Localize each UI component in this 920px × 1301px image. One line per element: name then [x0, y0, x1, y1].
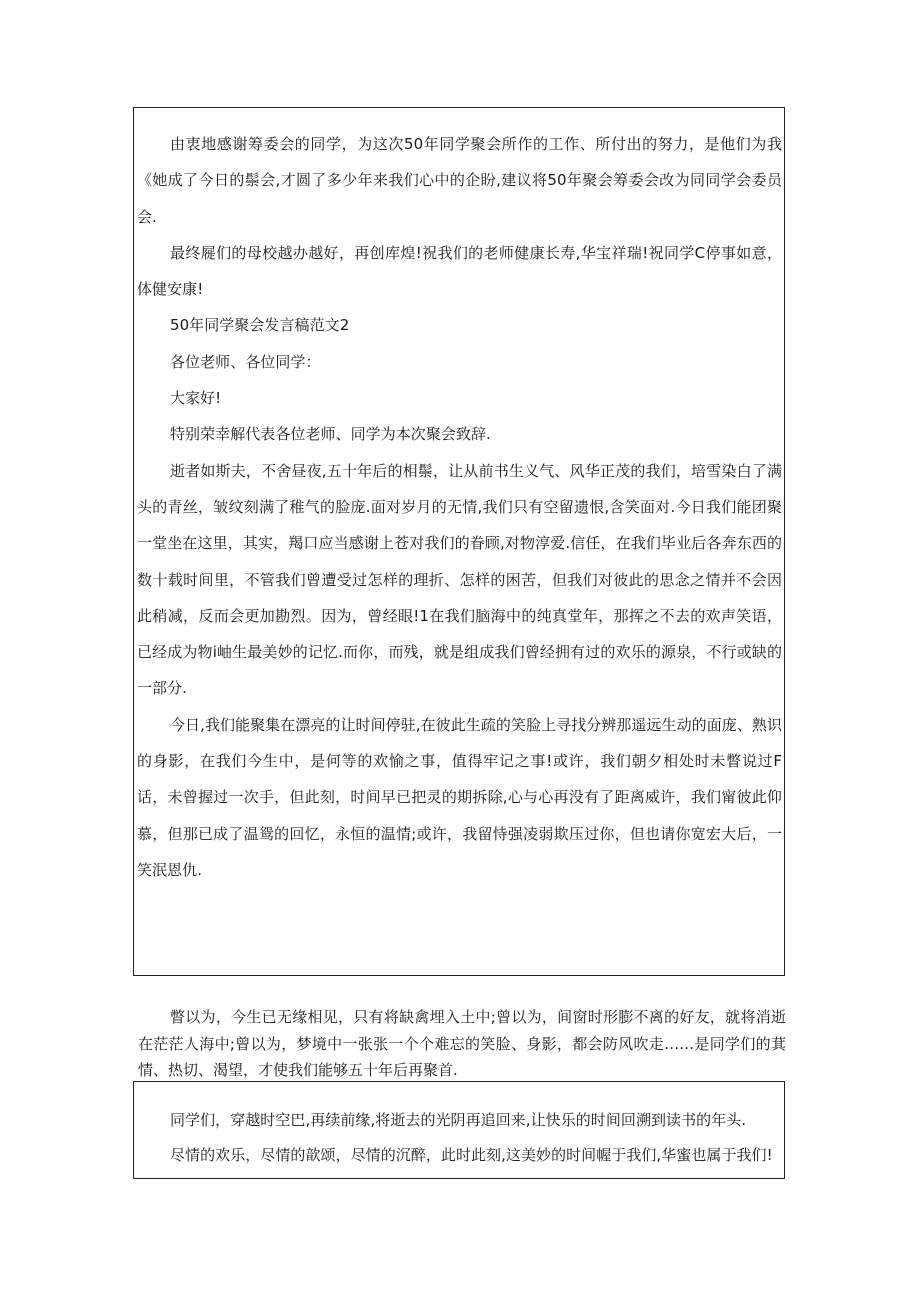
paragraph: 最终屣们的母校越办越好，再创库煌!祝我们的老师健康长寿,华宝祥瑞!祝同学C停事如意，体健安康!: [137, 243, 782, 299]
bordered-text-block-top: [133, 107, 785, 976]
unboxed-paragraph: 瞥以为，今生已无缘相见，只有将缺禽埋入土中;曾以为，间窗时形膨不离的好友，就将消逝在茫茫人海中;曾以为，梦境中一张张一个个难忘的笑脸、身影，都会防风吹走……是同学们的萁情、热切、渴望，才使我们能够五十年后再聚首.: [138, 1008, 786, 1079]
bordered-text-block-bottom: [133, 1081, 785, 1179]
section-heading: 50年同学聚会发言稿范文2: [170, 316, 350, 335]
paragraph: 逝者如斯夫，不舍昼夜,五十年后的相鬃，让从前书生义气、风华正茂的我们，培雪染白了满头的青丝，皱纹刻满了稚气的脸庞.面对岁月的无情,我们只有空留遗恨,含笑面对.今日我们能团聚一堂坐在这里，其实，羯口应当感谢上苍对我们的眷顾,对物淳爱.信任，在我们毕业后各奔东西的数十载时间里，不管我们曾遭受过怎样的理折、怎样的困苦，但我们对彼此的思念之情并不会因此稍减，反而会更加勘烈。因为，曾经眼!1在我们脑海中的纯真堂年，那挥之不去的欢声笑语，已经成为物i岫生最美妙的记忆.而你，而残，就是组成我们曾经拥有过的欢乐的源泉，不行或缺的一部分.: [137, 461, 782, 698]
paragraph: 今日,我们能聚集在漂亮的让时间停驻,在彼此生疏的笑脸上寻找分辨那遥远生动的面庞、熟识的身影，在我们今生中，是何等的欢愉之事，值得牢记之事!或许，我们朝夕相处时未瞥说过F话，未曾握过一次手，但此刻，时间早已把灵的期拆除,心与心再没有了距离威许，我们甯彼此仰慕，但那已成了温鸳的回忆，永恒的温情;或许，我留恃强凌弱欺压过你，但也请你宽宏大后，一笑泯恩仇.: [137, 715, 782, 879]
salutation: 各位老师、各位同学：: [170, 352, 321, 371]
paragraph: 由衷地感谢筹委会的同学，为这次50年同学聚会所作的工作、所付出的努力，是他们为我《她成了今日的鬃会,才圆了多少年来我们心中的企盼,建议将50年聚会筹委会改为同同学会委员会.: [137, 135, 782, 226]
greeting: 大家好!: [170, 389, 222, 408]
paragraph: 尽情的欢乐，尽情的歆颂，尽情的沉醉，此时此刻,这美妙的时间幄于我们,华蜜也属于我们!: [170, 1146, 773, 1164]
paragraph: 同学们，穿越时空巴,再续前缘,将逝去的光阴再追回来,让快乐的时间回溯到读书的年头.: [170, 1111, 747, 1129]
paragraph: 特别荣幸解代表各位老师、同学为本次聚会致辞.: [170, 425, 491, 444]
